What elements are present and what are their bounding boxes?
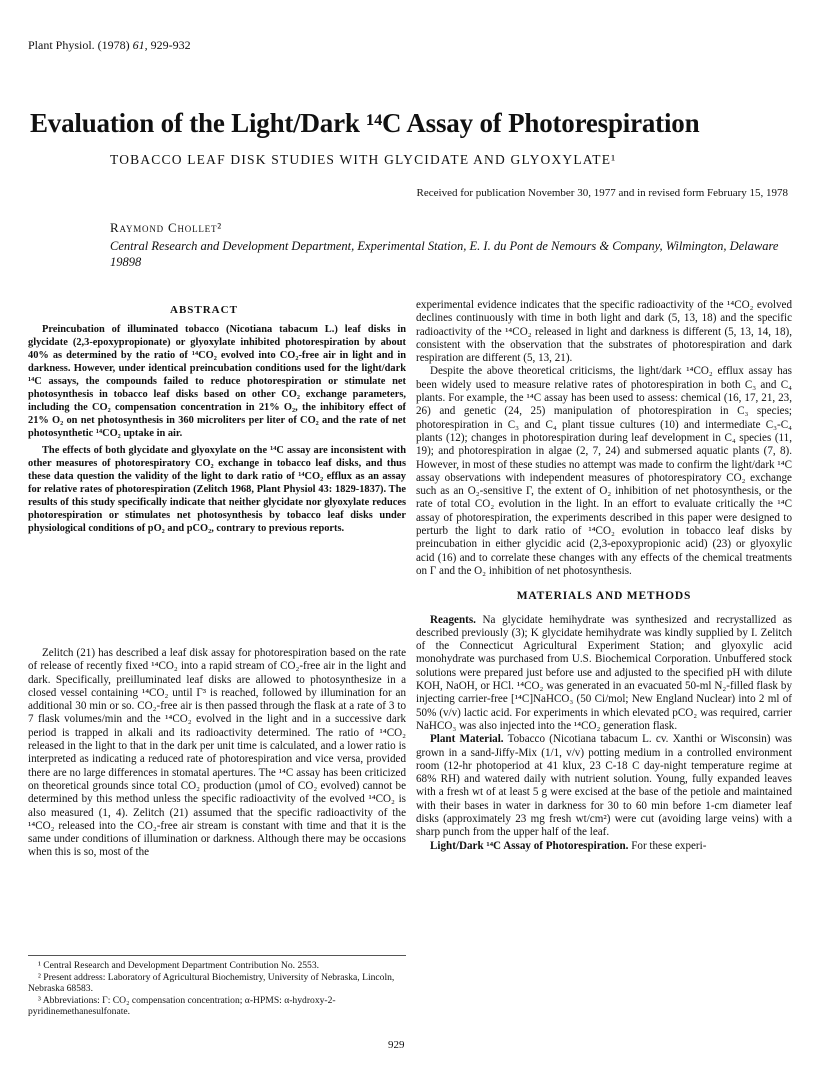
- methods-heading: MATERIALS AND METHODS: [516, 590, 692, 603]
- right-column-body: [416, 299, 792, 853]
- body-paragraph: Zelitch (21) has described a leaf disk assay for photorespiration based on the rate of release of recently fixed ¹⁴CO₂ into a rapid stream of CO₂-free air in the light and dark. Specifically, preilluminated leaf disks are allowed to photosynthesize in a closed vessel containing ¹⁴CO₂ until Γ³ is reached, followed by illumination for an additional 30 min or so. CO₂-free air is then passed through the flask at a rate of 3 to 7 flask volumes/min and the ¹⁴CO₂ evolved in the light and in a successive dark period is trapped in alkali and its radioactivity determined. The ratio of ¹⁴CO₂ released in the light to that in the dark per unit time is calculated, and a lower ratio is interpreted as indicating a reduced rate of photorespiration and vice versa, provided there are no large differences in stomatal apertures. The ¹⁴C assay has been criticized on theoretical grounds since total CO₂ production (µmol of CO₂ evolved) cannot be determined by this method unless the specific radioactivity of the evolved ¹⁴CO₂ is also measured (1, 4). Zelitch (21) assumed that the specific radioactivity of the ¹⁴CO₂ released into the CO₂-free air stream is constant with time and that it is the same under conditions of illumination or darkness. Although there may be occasions when this is so, most of the: [28, 647, 406, 859]
- author-affiliation: Central Research and Development Department, Experimental Station, E. I. du Pont de Nemours & Company, Wilmington, Delaware 19898: [110, 239, 779, 269]
- plant-material-text: Tobacco (Nicotiana tabacum L. cv. Xanthi or Wisconsin) was grown in a sand-Jiffy-Mix (1/1, v/v) potting medium in a controlled environment room (12-hr photoperiod at 41 klux, 23 C-18 C day-night temperature regime at 68% RH) and watered daily with nutrient solution. Young, fully expanded leaves with a fresh wt of at least 5 g were excised at the base of the petiole and maintained with their bases in water in darkness for 30 to 60 min before 1-cm diameter leaf disks (approximately 23 mg fresh wt/cm²) were cut (avoiding large veins) with a sharp punch from the upper half of the leaf.: [416, 733, 792, 839]
- plant-material-paragraph: [416, 733, 792, 839]
- author-name: Raymond Chollet²: [110, 220, 222, 235]
- reagents-paragraph: [416, 614, 792, 734]
- journal-citation: [28, 38, 191, 53]
- abstract-heading: ABSTRACT: [170, 304, 238, 316]
- reagents-text: Na glycidate hemihydrate was synthesized and recrystallized as described previously (3); K glycidate hemihydrate was kindly supplied by I. Zelitch of the Connecticut Agricultural Experiment Station; and glyoxylic acid monohydrate was purchased from U.S. Biochemical Corporation. Unbuffered stock solutions were prepared just before use and adjusted to the specified pH with dilute KOH, NaOH, or HCl. ¹⁴CO₂ was generated in an evacuated 50-ml N₂-filled flask by injecting carrier-free [¹⁴C]NaHCO₃ (50 Ci/mol; New England Nuclear) into 2 ml of 50% (v/v) lactic acid. For experiments in which elevated pCO₂ was required, carrier NaHCO₃ was also injected into the ¹⁴CO₂ generation flask.: [416, 613, 792, 732]
- journal-pages: 929-932: [150, 38, 191, 52]
- abstract-paragraph: The effects of both glycidate and glyoxylate on the ¹⁴C assay are inconsistent with other measures of photorespiratory CO₂ exchange in tobacco leaf disks, and thus these data question the validity of the light to dark ratio of ¹⁴CO₂ efflux as an assay for relative rates of photorespiration (Zelitch 1968, Plant Physiol 43: 1829-1837). The results of this study specifically indicate that neither glycidate nor glyoxylate reduces photorespiration or stimulates net photosynthesis by tobacco leaf disks under physiological conditions of pO₂ and pCO₂, contrary to previous reports.: [28, 445, 406, 534]
- left-column-body: [28, 647, 406, 860]
- footnote: ¹ Central Research and Development Department Contribution No. 2553.: [38, 960, 320, 971]
- article-subtitle: TOBACCO LEAF DISK STUDIES WITH GLYCIDATE AND GLYOXYLATE¹: [110, 152, 617, 167]
- assay-paragraph: [416, 840, 792, 853]
- abstract-paragraph: Preincubation of illuminated tobacco (Nicotiana tabacum L.) leaf disks in glycidate (2,3-epoxypropionate) or glyoxylate inhibited photorespiration by about 40% as determined by the ratio of ¹⁴CO₂ evolved into CO₂-free air in light and in darkness. However, under identical preincubation conditions used for the light/dark ¹⁴C assays, the compounds failed to reduce photorespiration or stimulate net photosynthesis in tobacco leaf disks based on other CO₂ exchange parameters, including the CO₂ compensation concentration in 21% O₂, the inhibitory effect of 21% O₂ on net photosynthesis in 360 microliters per liter of CO₂ and the rate of net photosynthetic ¹⁴CO₂ uptake in air.: [28, 324, 406, 439]
- page-number: 929: [388, 1039, 405, 1051]
- received-date: Received for publication November 30, 1977 and in revised form February 15, 1978: [416, 187, 788, 199]
- footnote: ³ Abbreviations: Γ: CO₂ compensation concentration; α-HPMS: α-hydroxy-2-pyridinemethanesulfonate.: [28, 994, 336, 1018]
- assay-text: For these experi-: [628, 839, 707, 852]
- journal-name: Plant Physiol. (1978): [28, 38, 130, 52]
- reagents-label: Reagents.: [430, 613, 476, 626]
- article-title: Evaluation of the Light/Dark ¹⁴C Assay of Photorespiration: [30, 108, 700, 138]
- abstract-body: [28, 323, 406, 539]
- plant-material-label: Plant Material.: [430, 733, 504, 746]
- journal-volume: 61,: [132, 38, 148, 52]
- footnotes: [28, 955, 406, 1018]
- body-paragraph: Despite the above theoretical criticisms, the light/dark ¹⁴CO₂ efflux assay has been widely used to measure relative rates of photorespiration in both C₃ and C₄ plants. For example, the ¹⁴C assay has been used to assess: chemical (16, 17, 21, 23, 26) and genetic (24, 25) manipulation of photorespiration in C₃ species; photorespiration in C₃ and C₄ plant tissue cultures (10) and intermediate C₃-C₄ plants (12); changes in photorespiration during leaf development in C₄ species (11, 19); and photorespiration in algae (2, 7, 24) and submersed aquatic plants (7, 8). However, in most of these studies no attempt was made to confirm the light/dark ¹⁴C assay observations with independent measures of photorespiratory CO₂ exchange such as an O₂-sensitive Γ, the extent of O₂ inhibition of net photosynthesis, or the rate of total CO₂ evolution in the light. In an effort to evaluate critically the ¹⁴C assay of photorespiration, the experiments described in this paper were designed to perturb the light to dark ratio of ¹⁴CO₂ evolution in tobacco leaf disks by preincubation in either glycidic acid (2,3-epoxypropionic acid) (23) or glyoxylic acid (16) and to correlate these changes with any effects of the chemical treatments on Γ and the O₂ inhibition of net photosynthesis.: [416, 365, 792, 577]
- body-paragraph: experimental evidence indicates that the specific radioactivity of the ¹⁴CO₂ evolved declines continuously with time in both light and dark (5, 13, 18) and the specific radioactivity of the ¹⁴CO₂ released in light and darkness is different (5, 13, 14, 18), consistent with the observation that the substrates of photorespiration and dark respiration are different (5, 13, 21).: [416, 299, 792, 365]
- footnote: ² Present address: Laboratory of Agricultural Biochemistry, University of Nebraska, Lincoln, Nebraska 68583.: [28, 971, 395, 995]
- assay-label: Light/Dark ¹⁴C Assay of Photorespiration.: [430, 839, 629, 852]
